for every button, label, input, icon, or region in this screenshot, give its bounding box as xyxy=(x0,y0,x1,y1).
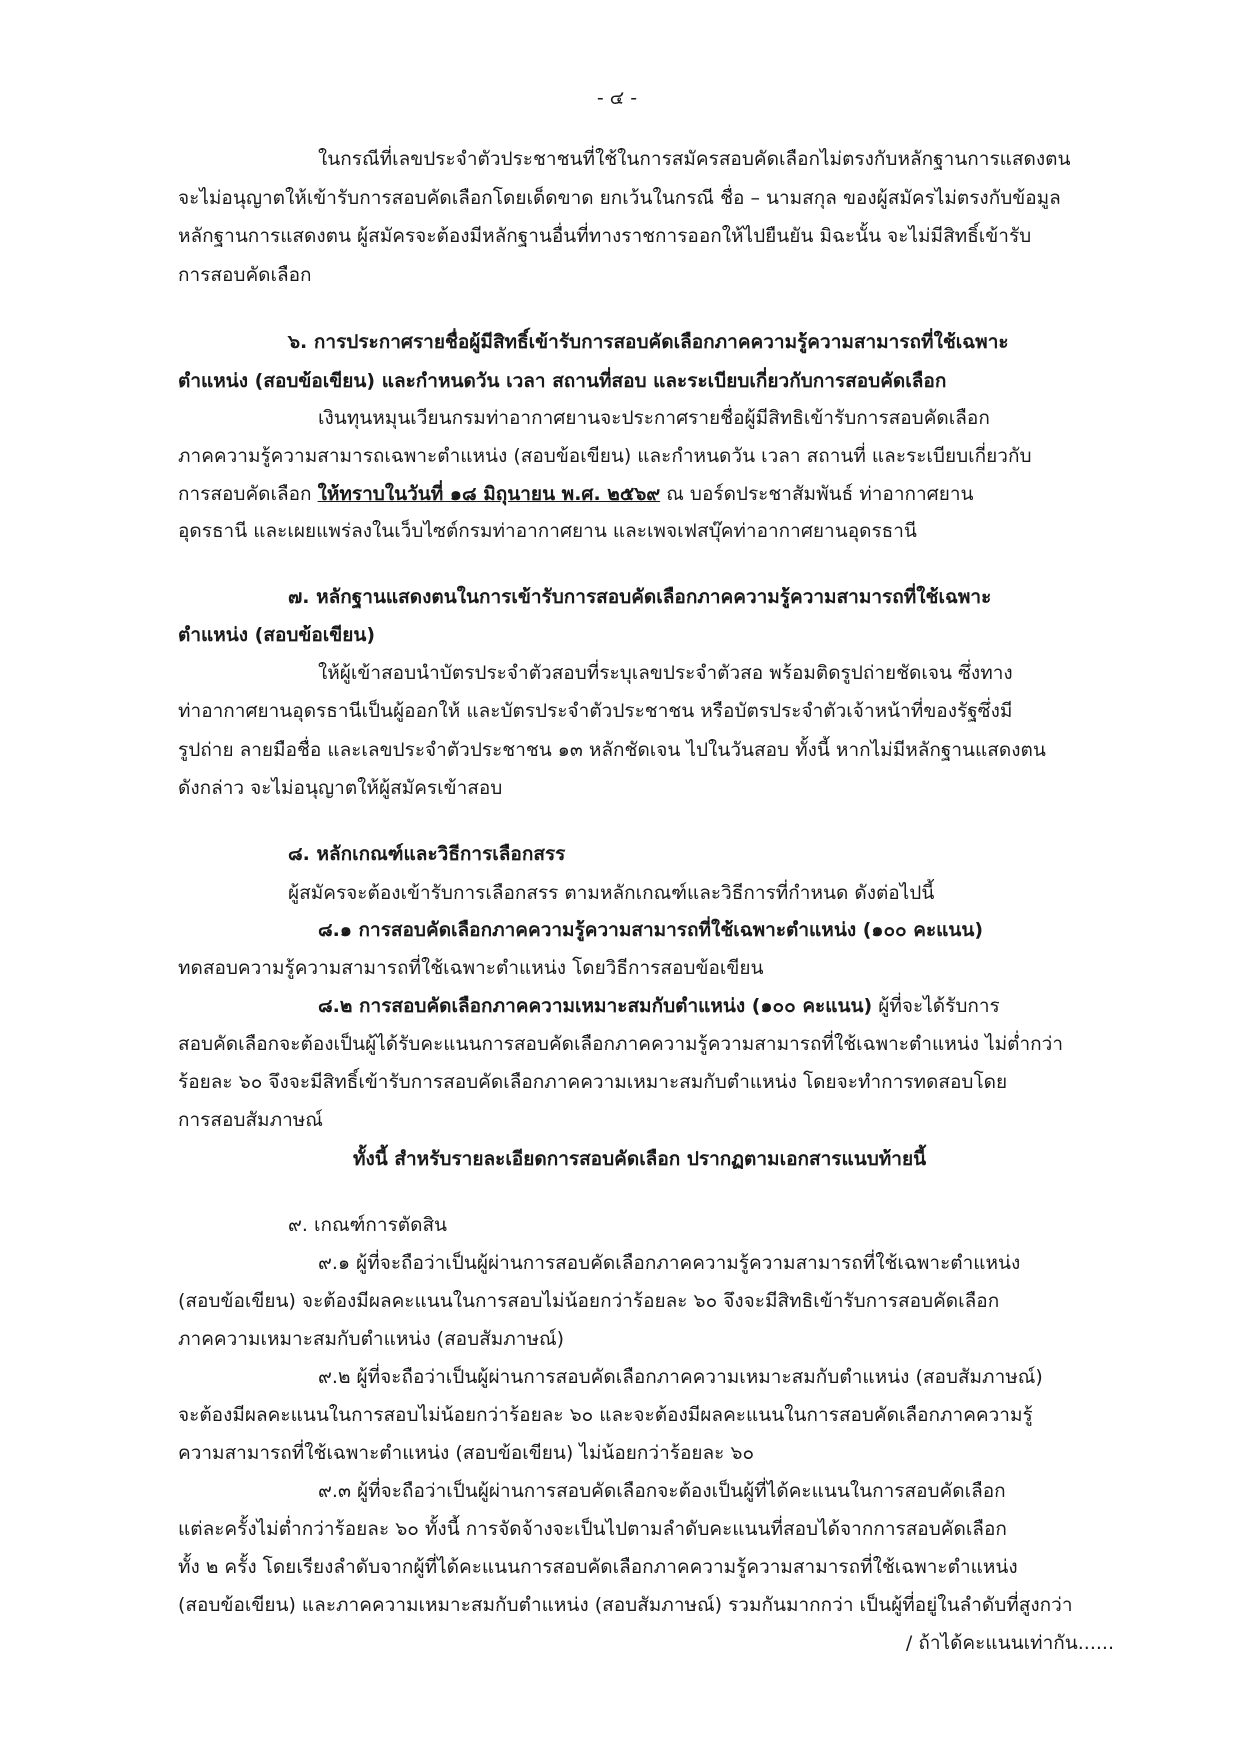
section6-line-3-post: ณ บอร์ดประชาสัมพันธ์ ท่าอากาศยาน xyxy=(660,483,974,505)
section9-3-line-3: ทั้ง ๒ ครั้ง โดยเรียงลำดับจากผู้ที่ได้คะแนนการสอบคัดเลือกภาคความรู้ความสามารถที่ใช้เฉพาะตำแหน่ง xyxy=(178,1556,1018,1578)
section8-note: ทั้งนี้ สำหรับรายละเอียดการสอบคัดเลือก ปรากฏตามเอกสารแนบท้ายนี้ xyxy=(353,1148,927,1170)
intro-line-3: หลักฐานการแสดงตน ผู้สมัครจะต้องมีหลักฐานอื่นที่ทางราชการออกให้ไปยืนยัน มิฉะนั้น จะไม่มีสิทธิ์เข้ารับ xyxy=(178,225,1032,247)
section6-heading-line-1: ๖. การประกาศรายชื่อผู้มีสิทธิ์เข้ารับการสอบคัดเลือกภาคความรู้ความสามารถที่ใช้เฉพาะ xyxy=(288,331,1009,353)
section6-line-3 xyxy=(178,481,974,507)
section9-2-line-2: จะต้องมีผลคะแนนในการสอบไม่น้อยกว่าร้อยละ ๖๐ และจะต้องมีผลคะแนนในการสอบคัดเลือกภาคความรู้ xyxy=(178,1404,1033,1426)
section8-2-line-1 xyxy=(318,993,1000,1019)
page-number: - ๔ - xyxy=(596,87,638,109)
section9-1-line-3: ภาคความเหมาะสมกับตำแหน่ง (สอบสัมภาษณ์) xyxy=(178,1328,565,1350)
section8-2-line-4: การสอบสัมภาษณ์ xyxy=(178,1109,323,1131)
intro-line-1: ในกรณีที่เลขประจำตัวประชาชนที่ใช้ในการสมัครสอบคัดเลือกไม่ตรงกับหลักฐานการแสดงตน xyxy=(318,148,1071,170)
section8-1-heading: ๘.๑ การสอบคัดเลือกภาคความรู้ความสามารถที่ใช้เฉพาะตำแหน่ง (๑๐๐ คะแนน) xyxy=(318,919,984,941)
section9-heading: ๙. เกณฑ์การตัดสิน xyxy=(288,1214,448,1236)
intro-line-4: การสอบคัดเลือก xyxy=(178,264,312,286)
section9-3-line-1: ๙.๓ ผู้ที่จะถือว่าเป็นผู้ผ่านการสอบคัดเลือกจะต้องเป็นผู้ที่ได้คะแนนในการสอบคัดเลือก xyxy=(318,1480,1006,1502)
section6-line-3-pre: การสอบคัดเลือก xyxy=(178,483,318,505)
section7-line-1: ให้ผู้เข้าสอบนำบัตรประจำตัวสอบที่ระบุเลขประจำตัวสอ พร้อมติดรูปถ่ายชัดเจน ซึ่งทาง xyxy=(318,662,1013,684)
section8-2-heading: ๘.๒ การสอบคัดเลือกภาคความเหมาะสมกับตำแหน่ง (๑๐๐ คะแนน) xyxy=(318,995,873,1017)
announcement-date: ให้ทราบในวันที่ ๑๘ มิถุนายน พ.ศ. ๒๕๖๙ xyxy=(317,483,661,505)
section8-1-line-2: ทดสอบความรู้ความสามารถที่ใช้เฉพาะตำแหน่ง โดยวิธีการสอบข้อเขียน xyxy=(178,957,764,979)
section7-heading-line-1: ๗. หลักฐานแสดงตนในการเข้ารับการสอบคัดเลือกภาคความรู้ความสามารถที่ใช้เฉพาะ xyxy=(288,586,992,608)
section9-3-line-2: แต่ละครั้งไม่ต่ำกว่าร้อยละ ๖๐ ทั้งนี้ การจัดจ้างจะเป็นไปตามลำดับคะแนนที่สอบได้จากการสอบคัดเลือก xyxy=(178,1518,1007,1540)
section9-2-line-3: ความสามารถที่ใช้เฉพาะตำแหน่ง (สอบข้อเขียน) ไม่น้อยกว่าร้อยละ ๖๐ xyxy=(178,1442,755,1464)
section9-1-line-2: (สอบข้อเขียน) จะต้องมีผลคะแนนในการสอบไม่น้อยกว่าร้อยละ ๖๐ จึงจะมีสิทธิเข้ารับการสอบคัดเลือก xyxy=(178,1290,1000,1312)
section8-2-line-2: สอบคัดเลือกจะต้องเป็นผู้ได้รับคะแนนการสอบคัดเลือกภาคความรู้ความสามารถที่ใช้เฉพาะตำแหน่ง ไม่ต่ำกว่า xyxy=(178,1033,1064,1055)
section6-line-2: ภาคความรู้ความสามารถเฉพาะตำแหน่ง (สอบข้อเขียน) และกำหนดวัน เวลา สถานที่ และระเบียบเกี่ยวกับ xyxy=(178,445,1032,467)
section6-heading-line-2: ตำแหน่ง (สอบข้อเขียน) และกำหนดวัน เวลา สถานที่สอบ และระเบียบเกี่ยวกับการสอบคัดเลือก xyxy=(178,370,947,392)
section8-2-rest: ผู้ที่จะได้รับการ xyxy=(872,995,1000,1017)
continuation-note: / ถ้าได้คะแนนเท่ากัน...... xyxy=(905,1632,1114,1654)
section7-line-4: ดังกล่าว จะไม่อนุญาตให้ผู้สมัครเข้าสอบ xyxy=(178,777,503,799)
section8-2-line-3: ร้อยละ ๖๐ จึงจะมีสิทธิ์เข้ารับการสอบคัดเลือกภาคความเหมาะสมกับตำแหน่ง โดยจะทำการทดสอบโดย xyxy=(178,1071,1008,1093)
section7-line-2: ท่าอากาศยานอุดรธานีเป็นผู้ออกให้ และบัตรประจำตัวประชาชน หรือบัตรประจำตัวเจ้าหน้าที่ของรัฐซึ่งมี xyxy=(178,700,1013,722)
section9-2-line-1: ๙.๒ ผู้ที่จะถือว่าเป็นผู้ผ่านการสอบคัดเลือกภาคความเหมาะสมกับตำแหน่ง (สอบสัมภาษณ์) xyxy=(318,1366,1043,1388)
section7-line-3: รูปถ่าย ลายมือชื่อ และเลขประจำตัวประชาชน ๑๓ หลักชัดเจน ไปในวันสอบ ทั้งนี้ หากไม่มีหลักฐานแสดงตน xyxy=(178,739,1046,761)
section7-heading-line-2: ตำแหน่ง (สอบข้อเขียน) xyxy=(178,624,376,646)
section9-3-line-4: (สอบข้อเขียน) และภาคความเหมาะสมกับตำแหน่ง (สอบสัมภาษณ์) รวมกันมากกว่า เป็นผู้ที่อยู่ในลำดับที่สูงกว่า xyxy=(178,1594,1073,1616)
intro-line-2: จะไม่อนุญาตให้เข้ารับการสอบคัดเลือกโดยเด็ดขาด ยกเว้นในกรณี ชื่อ – นามสกุล ของผู้สมัครไม่ตรงกับข้อมูล xyxy=(178,187,1061,209)
section6-line-4: อุดรธานี และเผยแพร่ลงในเว็บไซต์กรมท่าอากาศยาน และเพจเฟสบุ๊คท่าอากาศยานอุดรธานี xyxy=(178,520,917,542)
section8-heading: ๘. หลักเกณฑ์และวิธีการเลือกสรร xyxy=(288,843,566,865)
section6-line-1: เงินทุนหมุนเวียนกรมท่าอากาศยานจะประกาศรายชื่อผู้มีสิทธิเข้ารับการสอบคัดเลือก xyxy=(318,407,990,429)
section8-intro: ผู้สมัครจะต้องเข้ารับการเลือกสรร ตามหลักเกณฑ์และวิธีการที่กำหนด ดังต่อไปนี้ xyxy=(288,882,935,904)
section9-1-line-1: ๙.๑ ผู้ที่จะถือว่าเป็นผู้ผ่านการสอบคัดเลือกภาคความรู้ความสามารถที่ใช้เฉพาะตำแหน่ง xyxy=(318,1252,1021,1274)
